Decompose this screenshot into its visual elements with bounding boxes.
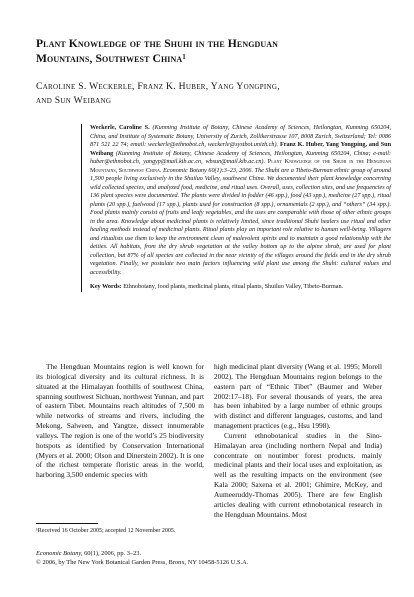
body-paragraph: Current ethnobotanical studies in the Sino-Himalayan area (including northern Nepal and India) concentrate on noutimber forest products, mainly medicinal plants and their local uses and exploitation, as well as the resulting impacts on the environment (see Kala 2000; Saxena et al. 2001; Ghimire, McKey, and Aumeeruddy-Thomas 2005). There are few English articles dealing with current ethnobotanical research in the Hengduan Mountains. Most bbox=[214, 430, 382, 519]
keywords-list: Ethnobotany, food plants, medicinal plants, ritual plants, Shuiluo Valley, Tibeto-Burman. bbox=[123, 283, 344, 290]
authors-line-2: and Sun Weibang bbox=[36, 95, 112, 106]
left-column bbox=[36, 362, 204, 520]
title-line-2: Mountains, Southwest China bbox=[36, 52, 183, 65]
author-list bbox=[36, 80, 376, 108]
abstract bbox=[90, 124, 391, 277]
body-columns bbox=[36, 362, 382, 520]
author1-name: Weckerle, Caroline S. bbox=[90, 125, 150, 131]
keywords bbox=[90, 283, 391, 292]
footer-journal: Economic Botany, bbox=[36, 550, 83, 557]
author2-name: Franz K. Huber, Yang Yongping, and Sun Weibang bbox=[90, 142, 392, 157]
keywords-label: Key Words: bbox=[90, 283, 122, 290]
abstract-citation: Economic Botany 60(1):3–23, 2006. bbox=[163, 167, 253, 174]
author2-affiliation: (Kunming Institute of Botany, Chinese Academy of Sciences, Heilongtan, Kunming 650204, China; e-mail: huber@ethnobot.ch, yangyp@mail.kib.ac.cn, wbsun@mail.kib.ac.cn). bbox=[90, 150, 391, 165]
title-line-1: Plant Knowledge of the Shuhi in the Hengduan bbox=[36, 37, 279, 50]
authors-line-1: Caroline S. Weckerle, Franz K. Huber, Yang Yongping, bbox=[36, 81, 280, 92]
footnote: ¹Received 16 October 2005; accepted 12 November 2005. bbox=[36, 528, 176, 534]
abstract-title-ref: Plant Knowledge of the Shuhi in the Hengduan Mountains, Southwest China. bbox=[90, 159, 391, 174]
footer-issue: 60(1), 2006, pp. 3–23. bbox=[84, 550, 142, 557]
title-footnote-mark: 1 bbox=[182, 53, 186, 61]
right-column bbox=[214, 362, 382, 520]
abstract-block bbox=[81, 124, 391, 292]
page-footer bbox=[36, 550, 382, 567]
footer-copyright: © 2006, by The New York Botanical Garden Press, Bronx, NY 10458-5126 U.S.A. bbox=[36, 558, 249, 566]
abstract-text: The Shuhi are a Tibeto-Burman ethnic group of around 1,500 people living exclusively in the Shuiluo Valley, southwest China. We documented their plant knowledge concerning wild collected species, and analyzed food, medicine, and ritual uses. Overall, uses, collection sites, and use frequencies of 136 plant species were documented. The plants were divided in fodder (46 spp.), food (43 spp.), medicine (27 spp.), ritual plants (20 spp.), fuelwood (17 spp.), plants used for construction (8 spp.), ornamentals (2 spp.), and “others” (34 spp.). Food plants mainly consist of fruits and leafy vegetables, and the uses are comparable with those of other ethnic groups in the area. Knowledge about medicinal plants is relatively limited, since traditional Shuhi healers use ritual and other healing methods instead of medicinal plants. Ritual plants play an important role relative to human well-being. Villagers and ritualists use them to keep the environment clean of malevolent spirits and to maintain a good relationship with the deities. All habitats, from the dry shrub vegetation at the valley bottom up to the alpine shrub, are used for plant collection, but 87% of all species are collected in the near vicinity of the villages around the fields and in the dry shrub vegetation. Finally, we postulate two main factors influencing wild plant use among the Shuhi: cultural values and accessibility. bbox=[90, 167, 391, 276]
body-paragraph: The Hengduan Mountains region is well known for its biological diversity and its cultural richness. It is situated at the Himalayan foothills of southwest China, spanning southwest Sichuan, northwest Yunnan, and part of eastern Tibet. Mountains reach altitudes of 7,500 m while networks of streams and rivers, including the Mekong, Salween, and Yangtze, dissect innumerable valleys. The region is one of the world’s 25 biodiversity hotspots as identified by Conservation International (Myers et al. 2000; Olson and Dinerstein 2002). It is one of the richest temperate floristic areas in the world, harboring 3,500 endemic species with bbox=[36, 362, 204, 480]
footnote-rule bbox=[36, 523, 98, 524]
body-paragraph: high medicinal plant diversity (Wang et al. 1995; Morell 2002). The Hengduan Mountains region belongs to the eastern part of “Ethnic Tibet” (Baumer and Weber 2002:17–18). For several thousands of years, the area has been inhabited by a large number of ethnic groups with distinct and different languages, customs, and land management practices (e.g., Hsu 1998). bbox=[214, 362, 382, 431]
author1-affiliation: (Kunming Institute of Botany, Chinese Academy of Sciences, Heilongtan, Kunming 650204, China, and Institute of Systematic Botany, University of Zurich, Zollikerstrasse 107, 8008 Zurich, Switzerland; Tel: 0086 871 521 22 74; email: weckerle@ethnobot.ch, weckerle@systbot.unizh.ch). bbox=[90, 125, 391, 148]
article-title bbox=[36, 36, 376, 66]
